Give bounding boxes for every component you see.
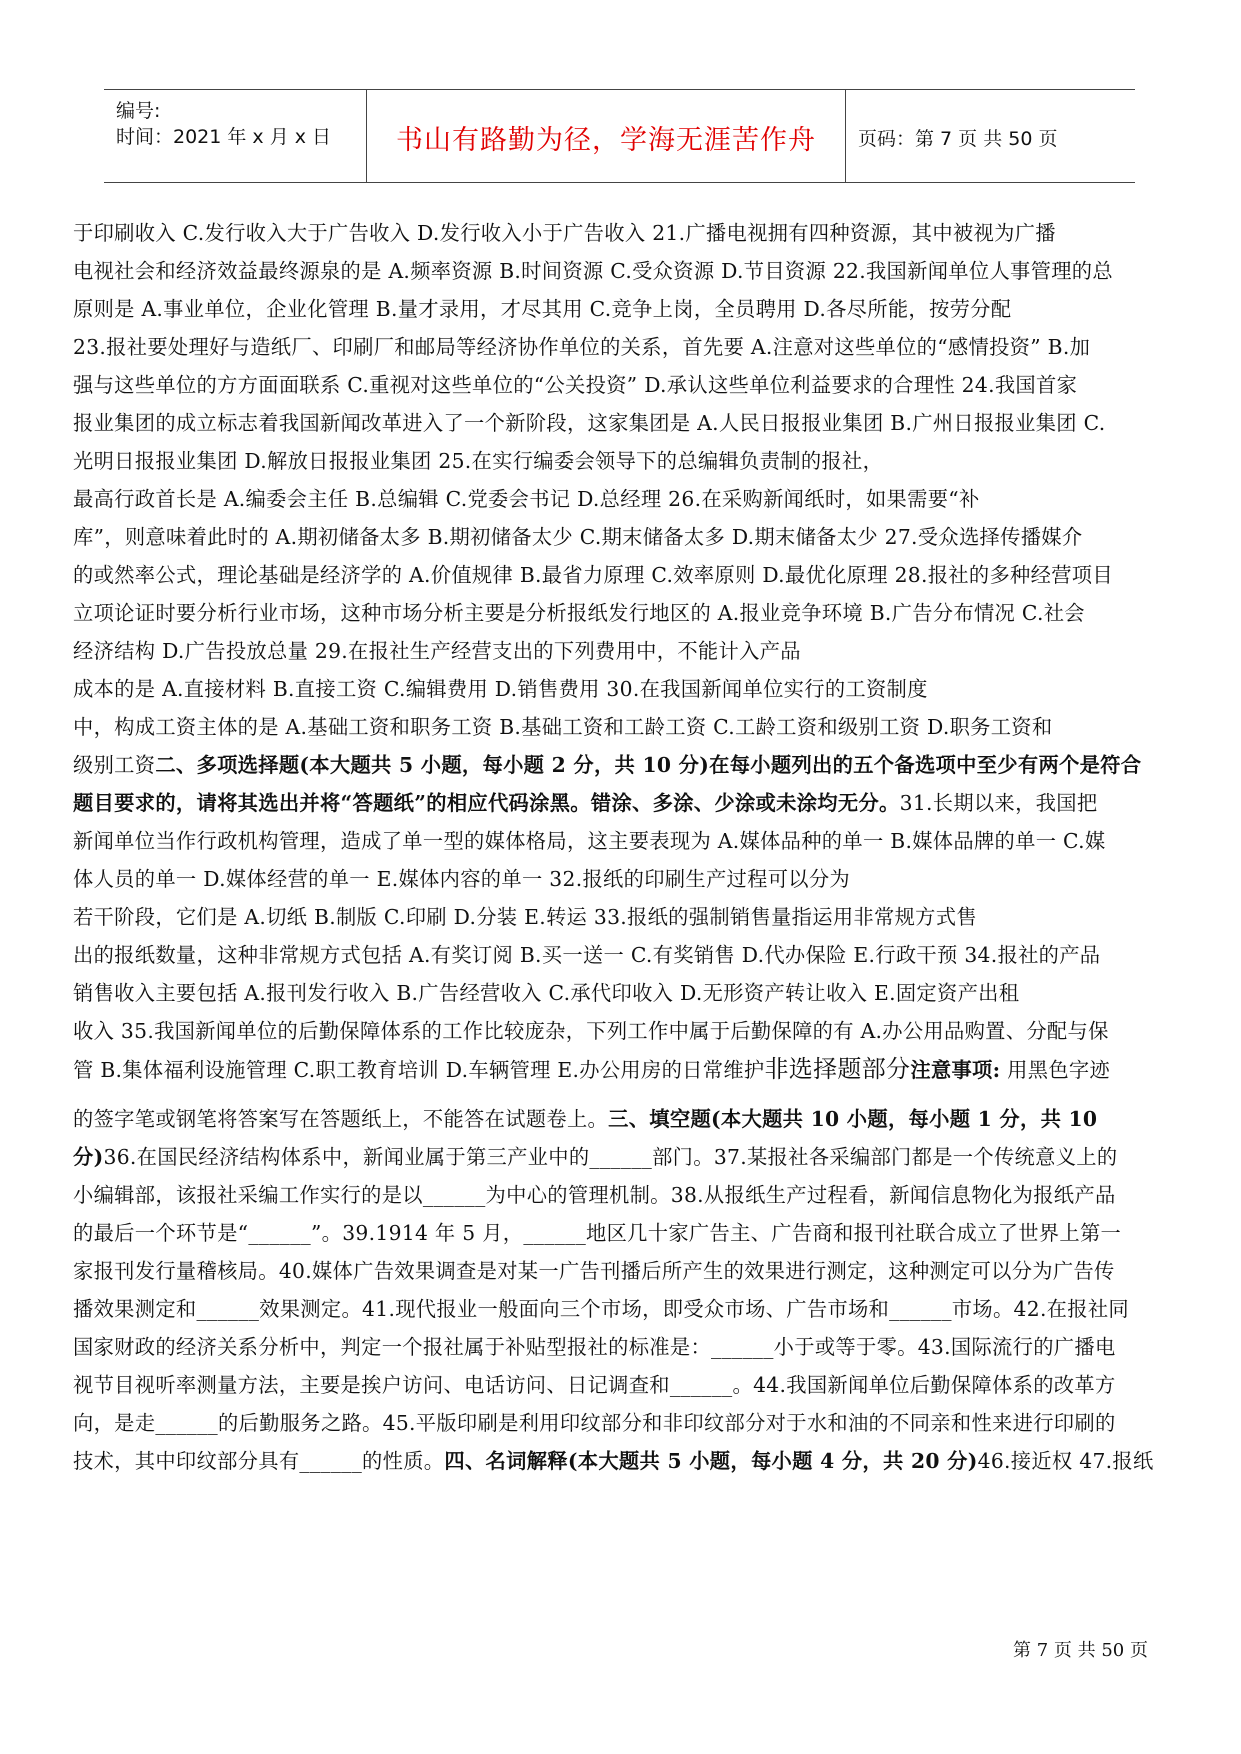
text-line bbox=[73, 941, 1173, 969]
text-line bbox=[73, 561, 1173, 589]
text-segment: 若干阶段，它们是 A.切纸 B.制版 C.印刷 D.分装 E.转运 33.报纸的强制销售量指运用非常规方式售 bbox=[73, 905, 977, 929]
section-heading: 四、名词解释(本大题共 5 小题，每小题 4 分，共 20 分) bbox=[444, 1449, 978, 1473]
text-segment: 原则是 A.事业单位，企业化管理 B.量才录用，才尽其用 C.竞争上岗，全员聘用 D.各尽所能，按劳分配 bbox=[73, 297, 1012, 321]
time-label: 时间：2021 年 x 月 x 日 bbox=[116, 126, 332, 148]
motto: 书山有路勤为径，学海无涯苦作舟 bbox=[396, 125, 816, 156]
text-segment: 播效果测定和______效果测定。41.现代报业一般面向三个市场，即受众市场、广告市场和______市场。42.在报社同 bbox=[73, 1297, 1130, 1321]
text-segment: 技术，其中印纹部分具有______的性质。 bbox=[73, 1449, 445, 1473]
page-header bbox=[104, 89, 1135, 183]
header-page-cell bbox=[846, 90, 1135, 182]
text-segment: 经济结构 D.广告投放总量 29.在报社生产经营支出的下列费用中，不能计入产品 bbox=[73, 639, 801, 663]
text-line bbox=[73, 789, 1173, 817]
text-line bbox=[73, 1105, 1173, 1133]
text-segment: 强与这些单位的方方面面联系 C.重视对这些单位的“公关投资” D.承认这些单位利益要求的合理性 24.我国首家 bbox=[73, 373, 1078, 397]
text-segment: 家报刊发行量稽核局。40.媒体广告效果调查是对某一广告刊播后所产生的效果进行测定，这种测定可以分为广告传 bbox=[73, 1259, 1115, 1283]
text-line bbox=[73, 1017, 1173, 1045]
text-line bbox=[73, 295, 1173, 323]
section-heading: 注意事项: bbox=[910, 1058, 1001, 1082]
number-label: 编号: bbox=[116, 100, 161, 122]
text-segment: 成本的是 A.直接材料 B.直接工资 C.编辑费用 D.销售费用 30.在我国新闻单位实行的工资制度 bbox=[73, 677, 928, 701]
text-segment: 新闻单位当作行政机构管理，造成了单一型的媒体格局，这主要表现为 A.媒体品种的单一 B.媒体品牌的单一 C.媒 bbox=[73, 829, 1106, 853]
text-segment: 46.接近权 47.报纸 bbox=[977, 1449, 1154, 1473]
text-line bbox=[73, 599, 1173, 627]
header-meta bbox=[104, 90, 367, 182]
text-segment: 电视社会和经济效益最终源泉的是 A.频率资源 B.时间资源 C.受众资源 D.节目资源 22.我国新闻单位人事管理的总 bbox=[73, 259, 1113, 283]
text-line bbox=[73, 1447, 1173, 1475]
text-segment: 国家财政的经济关系分析中，判定一个报社属于补贴型报社的标准是：______小于或等于零。43.国际流行的广播电 bbox=[73, 1335, 1116, 1359]
header-motto-cell bbox=[367, 90, 846, 182]
text-segment: 级别工资 bbox=[73, 753, 156, 777]
text-line bbox=[73, 1409, 1173, 1437]
text-line bbox=[73, 865, 1173, 893]
text-line bbox=[73, 1181, 1173, 1209]
section-heading: 三、填空题(本大题共 10 小题，每小题 1 分，共 10 bbox=[608, 1107, 1098, 1131]
text-line bbox=[73, 637, 1173, 665]
text-segment: 出的报纸数量，这种非常规方式包括 A.有奖订阅 B.买一送一 C.有奖销售 D.代办保险 E.行政干预 34.报社的产品 bbox=[73, 943, 1101, 967]
text-segment: 23.报社要处理好与造纸厂、印刷厂和邮局等经济协作单位的关系，首先要 A.注意对这些单位的“感情投资” B.加 bbox=[73, 335, 1091, 359]
text-line bbox=[73, 979, 1173, 1007]
text-line bbox=[73, 219, 1173, 247]
text-line bbox=[73, 1143, 1173, 1171]
text-line bbox=[73, 333, 1173, 361]
text-segment: 体人员的单一 D.媒体经营的单一 E.媒体内容的单一 32.报纸的印刷生产过程可以分为 bbox=[73, 867, 851, 891]
text-segment: 的最后一个环节是“______”。39.1914 年 5 月，______地区几十家广告主、广告商和报刊社联合成立了世界上第一 bbox=[73, 1221, 1122, 1245]
text-segment: 非选择题部分 bbox=[764, 1055, 911, 1083]
text-segment: 立项论证时要分析行业市场，这种市场分析主要是分析报纸发行地区的 A.报业竞争环境 B.广告分布情况 C.社会 bbox=[73, 601, 1085, 625]
text-segment: 31.长期以来，我国把 bbox=[899, 791, 1098, 815]
text-line bbox=[73, 1371, 1173, 1399]
text-segment: 管 B.集体福利设施管理 C.职工教育培训 D.车辆管理 E.办公用房的日常维护 bbox=[73, 1058, 765, 1082]
text-segment: 最高行政首长是 A.编委会主任 B.总编辑 C.党委会书记 D.总经理 26.在采购新闻纸时，如果需要“补 bbox=[73, 487, 980, 511]
section-heading: 分) bbox=[73, 1145, 104, 1169]
page-label: 页码：第 7 页 共 50 页 bbox=[858, 128, 1058, 150]
text-line bbox=[73, 713, 1173, 741]
text-segment: 的签字笔或钢笔将答案写在答题纸上，不能答在试题卷上。 bbox=[73, 1107, 609, 1131]
text-segment: 中，构成工资主体的是 A.基础工资和职务工资 B.基础工资和工龄工资 C.工龄工资和级别工资 D.职务工资和 bbox=[73, 715, 1053, 739]
text-segment: 销售收入主要包括 A.报刊发行收入 B.广告经营收入 C.承代印收入 D.无形资产转让收入 E.固定资产出租 bbox=[73, 981, 1020, 1005]
text-line bbox=[73, 1219, 1173, 1247]
text-segment: 视节目视听率测量方法，主要是挨户访问、电话访问、日记调查和______。44.我国新闻单位后勤保障体系的改革方 bbox=[73, 1373, 1116, 1397]
text-line bbox=[73, 1055, 1173, 1083]
text-line bbox=[73, 257, 1173, 285]
page-footer: 第 7 页 共 50 页 bbox=[1013, 1640, 1148, 1661]
text-segment: 小编辑部，该报社采编工作实行的是以______为中心的管理机制。38.从报纸生产过程看，新闻信息物化为报纸产品 bbox=[73, 1183, 1116, 1207]
text-line bbox=[73, 1333, 1173, 1361]
section-heading: 题目要求的，请将其选出并将“答题纸”的相应代码涂黑。错涂、多涂、少涂或未涂均无分。 bbox=[73, 791, 900, 815]
text-segment: 收入 35.我国新闻单位的后勤保障体系的工作比较庞杂，下列工作中属于后勤保障的有 A.办公用品购置、分配与保 bbox=[73, 1019, 1109, 1043]
text-segment: 于印刷收入 C.发行收入大于广告收入 D.发行收入小于广告收入 21.广播电视拥有四种资源，其中被视为广播 bbox=[73, 221, 1056, 245]
text-segment: 36.在国民经济结构体系中，新闻业属于第三产业中的______部门。37.某报社各采编部门都是一个传统意义上的 bbox=[103, 1145, 1118, 1169]
text-line bbox=[73, 371, 1173, 399]
text-segment: 用黑色字迹 bbox=[1000, 1058, 1111, 1082]
text-segment: 向，是走______的后勤服务之路。45.平版印刷是利用印纹部分和非印纹部分对于水和油的不同亲和性来进行印刷的 bbox=[73, 1411, 1116, 1435]
text-line bbox=[73, 675, 1173, 703]
text-line bbox=[73, 409, 1173, 437]
text-line bbox=[73, 447, 1173, 475]
text-line bbox=[73, 485, 1173, 513]
section-heading: 二、多项选择题(本大题共 5 小题，每小题 2 分，共 10 分)在每小题列出的五个备选项中至少有两个是符合 bbox=[155, 753, 1142, 777]
text-line bbox=[73, 523, 1173, 551]
text-segment: 的或然率公式，理论基础是经济学的 A.价值规律 B.最省力原理 C.效率原则 D.最优化原理 28.报社的多种经营项目 bbox=[73, 563, 1113, 587]
text-line bbox=[73, 903, 1173, 931]
text-line bbox=[73, 827, 1173, 855]
text-segment: 报业集团的成立标志着我国新闻改革进入了一个新阶段，这家集团是 A.人民日报报业集团 B.广州日报报业集团 C. bbox=[73, 411, 1106, 435]
text-line bbox=[73, 1295, 1173, 1323]
text-segment: 光明日报报业集团 D.解放日报报业集团 25.在实行编委会领导下的总编辑负责制的报社， bbox=[73, 449, 884, 473]
text-line bbox=[73, 1257, 1173, 1285]
text-segment: 库”，则意味着此时的 A.期初储备太多 B.期初储备太少 C.期末储备太多 D.期末储备太少 27.受众选择传播媒介 bbox=[73, 525, 1083, 549]
text-line bbox=[73, 751, 1173, 779]
